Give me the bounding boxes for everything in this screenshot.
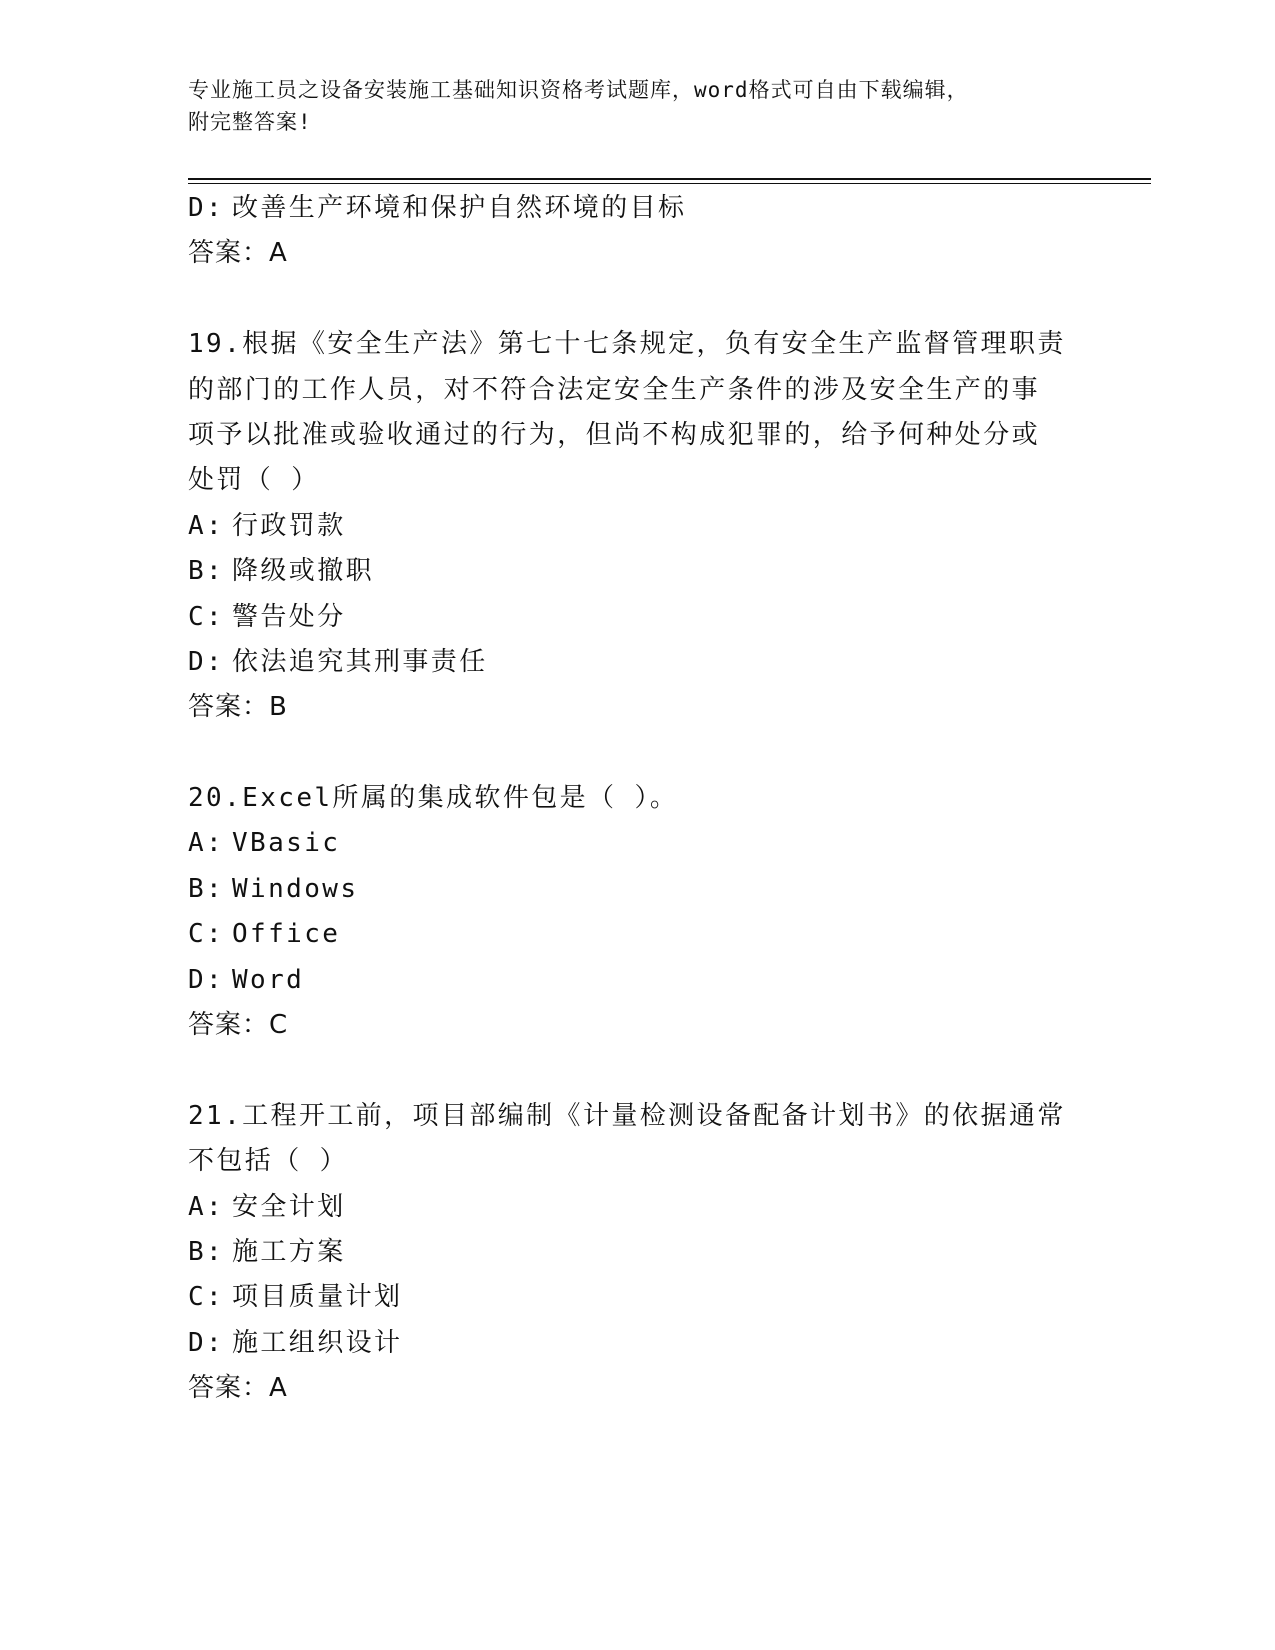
option-prefix: A: (188, 510, 225, 541)
page-header (188, 74, 1068, 138)
option-text: 改善生产环境和保护自然环境的目标 (232, 193, 687, 223)
option-text: 警告处分 (232, 601, 346, 632)
option-prefix: B: (188, 873, 225, 904)
q20-answer: 答案：C (188, 1010, 289, 1041)
option-text: 安全计划 (232, 1191, 346, 1222)
option-prefix: A: (188, 1191, 225, 1222)
q21-option-d (188, 1321, 1088, 1366)
q19-stem-line: 处罚（ ） (188, 465, 320, 496)
q21-answer: 答案：A (188, 1373, 288, 1404)
option-prefix: D: (188, 193, 225, 223)
option-prefix: C: (188, 919, 225, 950)
header-rule-thick (188, 178, 1151, 180)
prev-answer: 答案：A (188, 238, 288, 269)
option-prefix: B: (188, 1236, 225, 1267)
option-text: 施工组织设计 (232, 1327, 403, 1358)
spacer (188, 277, 1088, 322)
option-prefix: A: (188, 828, 225, 859)
option-prefix: B: (188, 556, 225, 587)
spacer (188, 731, 1088, 776)
option-text: Word (232, 964, 305, 995)
q19-option-c (188, 595, 1088, 640)
header-rule-thin (188, 183, 1151, 184)
q20-option-c (188, 912, 1088, 957)
q20-stem-line: 20.Excel所属的集成软件包是（ ）。 (188, 783, 679, 814)
question-content (188, 186, 1088, 1412)
q19-option-a (188, 504, 1088, 549)
option-prefix: D: (188, 1327, 225, 1358)
option-text: 施工方案 (232, 1236, 346, 1267)
q21-option-b (188, 1230, 1088, 1275)
prev-option-d (188, 186, 1088, 231)
q19-stem-line: 19.根据《安全生产法》第七十七条规定，负有安全生产监督管理职责 (188, 329, 1066, 360)
q21-option-a (188, 1185, 1088, 1230)
option-text: 降级或撤职 (232, 556, 375, 587)
q21-option-c (188, 1275, 1088, 1320)
q19-stem-line: 项予以批准或验收通过的行为，但尚不构成犯罪的，给予何种处分或 (188, 419, 1041, 450)
q21-stem-line: 21.工程开工前，项目部编制《计量检测设备配备计划书》的依据通常 (188, 1100, 1066, 1131)
option-prefix: D: (188, 964, 225, 995)
q21-stem-line: 不包括（ ） (188, 1146, 349, 1177)
option-text: Windows (232, 873, 359, 904)
q19-option-b (188, 549, 1088, 594)
option-text: 行政罚款 (232, 510, 346, 541)
option-prefix: C: (188, 1282, 225, 1313)
option-prefix: D: (188, 646, 225, 677)
option-text: Office (232, 919, 341, 950)
q19-stem-line: 的部门的工作人员，对不符合法定安全生产条件的涉及安全生产的事 (188, 374, 1041, 405)
q20-option-d (188, 958, 1088, 1003)
spacer (188, 1048, 1088, 1093)
header-line-1: 专业施工员之设备安装施工基础知识资格考试题库，word格式可自由下载编辑， (188, 78, 969, 102)
q19-option-d (188, 640, 1088, 685)
q20-option-b (188, 867, 1088, 912)
option-text: 依法追究其刑事责任 (232, 646, 488, 677)
option-text: 项目质量计划 (232, 1282, 403, 1313)
q19-answer: 答案：B (188, 692, 288, 723)
q20-option-a (188, 821, 1088, 866)
header-line-2: 附完整答案! (188, 110, 312, 134)
option-prefix: C: (188, 601, 225, 632)
option-text: VBasic (232, 828, 341, 859)
